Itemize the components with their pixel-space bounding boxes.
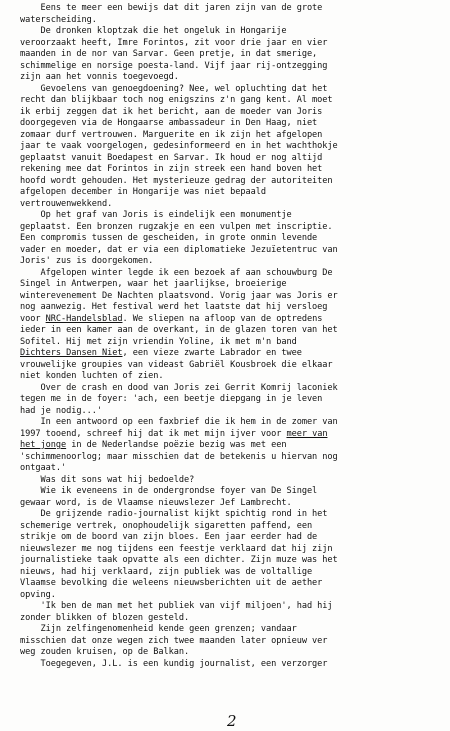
text-line (20, 302, 448, 314)
text-run: Singel in Antwerpen, waar het jaarlijkse, broeierige (20, 279, 287, 289)
text-line (20, 72, 448, 84)
body-text (20, 3, 448, 670)
text-line (20, 314, 448, 326)
text-line (20, 636, 448, 648)
text-run: Zijn zelfingenomenheid kende geen grenzen; vandaar (20, 624, 297, 634)
text-run: ontgaat.' (20, 463, 67, 473)
text-line (20, 15, 448, 27)
text-line (20, 440, 448, 452)
text-run: Sofitel. Hij met zijn vriendin Yoline, ik met m'n band (20, 336, 297, 347)
text-run: Joris' zus is doorgekomen. (20, 256, 154, 266)
text-line (20, 590, 448, 602)
text-run: vertrouwenwekkend. (20, 198, 113, 209)
text-line (20, 233, 448, 245)
text-run: rekening mee dat Forintos in zijn streek een hand boven het (20, 164, 323, 174)
text-run: Toegegeven, J.L. is een kundig journalist, een verzorger (20, 658, 328, 669)
text-line (20, 337, 448, 349)
text-line (20, 84, 448, 96)
text-run: vrouwelijke groupies van videast Gabriël Kousbroek die elkaar (20, 359, 333, 370)
text-run: Wie ik eveneens in de ondergrondse foyer van De Singel (20, 486, 318, 496)
text-line (20, 61, 448, 73)
text-line (20, 3, 448, 15)
text-line (20, 348, 448, 360)
text-run: maanden in de nor van Sarvar. Geen pretje, in dat smerige, (20, 49, 318, 59)
text-run: strikje om de boord van zijn bloes. Een jaar eerder had de (20, 532, 318, 542)
text-run: had je nodig...' (20, 405, 102, 416)
text-run: 'schimmenoorlog; maar misschien dat de betekenis u hiervan nog (20, 451, 338, 462)
text-line (20, 279, 448, 291)
text-run: nog aanwezig. Het festival werd het laatste dat hij versloeg (20, 302, 328, 312)
text-run: Op het graf van Joris is eindelijk een monumentje (20, 210, 292, 220)
text-run: waterscheiding. (20, 14, 97, 25)
text-run: Vlaamse bevolking die weleens nieuwsberichten uit de aether (20, 578, 323, 588)
text-run: geplaatst vanuit Boedapest en Sarvar. Ik houd er nog altijd (20, 152, 323, 163)
text-line (20, 394, 448, 406)
text-line (20, 417, 448, 429)
text-line (20, 210, 448, 222)
text-run: 1997 tooend, schreef hij dat ik met mijn ijver voor (20, 428, 287, 439)
text-line (20, 107, 448, 119)
text-line (20, 130, 448, 142)
text-line (20, 613, 448, 625)
text-line (20, 268, 448, 280)
text-line (20, 601, 448, 613)
text-line (20, 38, 448, 50)
text-line (20, 555, 448, 567)
text-run: in de Nederlandse poëzie bezig was met een (66, 440, 287, 450)
underlined-title: Dichters Dansen Niet (20, 348, 123, 358)
text-run: schemerige vertrek, onophoudelijk sigaretten paffend, een (20, 520, 313, 531)
text-run: weg zouden kruisen, op de Balkan. (20, 647, 190, 657)
text-run: , een vieze zwarte Labrador en twee (122, 348, 302, 358)
text-run: schimmelige en norsige poesta-land. Vijf jaar rij-ontzegging (20, 60, 328, 71)
text-run: doorgegeven via de Hongaarse ambassadeur in Den Haag, niet (20, 118, 318, 128)
text-line (20, 521, 448, 533)
text-line (20, 509, 448, 521)
text-line (20, 245, 448, 257)
text-run: niet konden luchten of zien. (20, 371, 164, 381)
text-line (20, 486, 448, 498)
text-line (20, 498, 448, 510)
text-run: afgelopen december in Hongarije was niet bepaald (20, 187, 266, 197)
text-run: nieuwslezer me nog tijdens een feestje verklaard dat hij zijn (20, 543, 333, 554)
text-run: ik erbij zeggen dat ik het bericht, aan de moeder van Joris (20, 106, 323, 117)
text-line (20, 187, 448, 199)
text-run: ieder in een kamer aan de overkant, in de glazen toren van het (20, 325, 338, 335)
text-line (20, 429, 448, 441)
text-line (20, 360, 448, 372)
text-run: recht dan blijkbaar toch nog enigszins z'n gang kent. Al moet (20, 95, 333, 105)
text-line (20, 222, 448, 234)
text-line (20, 383, 448, 395)
text-run: zonder blikken of blozen gesteld. (20, 612, 190, 623)
text-run: 'Ik ben de man met het publiek van vijf miljoen', had hij (20, 601, 333, 611)
text-run: nieuws, had hij verklaard, zijn publiek was de voltallige (20, 566, 313, 577)
text-line (20, 532, 448, 544)
text-run: Eens te meer een bewijs dat dit jaren zijn van de grote (20, 3, 323, 13)
text-line (20, 578, 448, 590)
text-run: zijn aan het vonnis toegevoegd. (20, 72, 179, 82)
text-run: geplaatst. Een bronzen rugzakje en een vulpen met inscriptie. (20, 221, 333, 232)
text-line (20, 26, 448, 38)
text-run: misschien dat onze wegen zich twee maanden later opnieuw ver (20, 635, 328, 646)
underlined-title: meer van (286, 428, 328, 439)
text-line (20, 463, 448, 475)
text-line (20, 118, 448, 130)
text-line (20, 164, 448, 176)
text-run: Was dit sons wat hij bedoelde? (20, 474, 195, 485)
text-run: voor (20, 313, 46, 324)
text-run: gewaar word, is de Vlaamse nieuwslezer Jef Lambrecht. (20, 497, 292, 508)
text-run: . We sliepen na afloop van de optredens (122, 313, 323, 324)
text-run: opving. (20, 589, 56, 600)
text-run: journalistieke taak opvatte als een dichter. Zijn muze was het (20, 555, 338, 565)
text-run: Afgelopen winter legde ik een bezoek af aan schouwburg De (20, 267, 333, 278)
text-run: Over de crash en dood van Joris zei Gerrit Komrij laconiek (20, 382, 338, 393)
text-run: Een compromis tussen de gescheiden, in grote onmin levende (20, 233, 318, 243)
text-line (20, 176, 448, 188)
text-line (20, 544, 448, 556)
text-line (20, 659, 448, 671)
text-run: jaar te vaak voorgelogen, gedesinformeerd en in het wachthokje (20, 141, 338, 151)
text-run: hoofd wordt gehouden. Het mysterieuze gedrag der autoriteiten (20, 175, 333, 186)
text-run: In een antwoord op een faxbrief die ik hem in de zomer van (20, 417, 338, 427)
underlined-title: het jonge (20, 440, 67, 450)
text-run: tegen me in de foyer: 'ach, een beetje diepgang in je leven (20, 394, 323, 404)
text-run: winterevenement De Nachten plaatsvond. Vorig jaar was Joris er (20, 290, 338, 301)
text-line (20, 49, 448, 61)
text-run: Gevoelens van genoegdoening? Nee, wel opluchting dat het (20, 83, 328, 94)
text-run: De dronken kloptzak die het ongeluk in Hongarije (20, 26, 287, 36)
text-line (20, 452, 448, 464)
text-line (20, 291, 448, 303)
text-line (20, 371, 448, 383)
text-run: zomaar durf vertrouwen. Marguerite en ik zijn het afgelopen (20, 129, 323, 140)
text-line (20, 199, 448, 211)
page-number: 2 (227, 712, 237, 730)
underlined-title: NRC-Handelsblad (45, 313, 123, 324)
text-line (20, 95, 448, 107)
text-line (20, 406, 448, 418)
text-run: De grijzende radio-journalist kijkt spichtig rond in het (20, 509, 328, 519)
text-run: vader en moeder, dat er via een diplomatieke Jezuïetentruc van (20, 244, 338, 255)
text-line (20, 567, 448, 579)
text-line (20, 153, 448, 165)
text-run: veroorzaakt heeft, Imre Forintos, zit voor drie jaar en vier (20, 37, 328, 48)
text-line (20, 141, 448, 153)
text-line (20, 325, 448, 337)
text-line (20, 475, 448, 487)
text-line (20, 256, 448, 268)
text-line (20, 647, 448, 659)
text-line (20, 624, 448, 636)
